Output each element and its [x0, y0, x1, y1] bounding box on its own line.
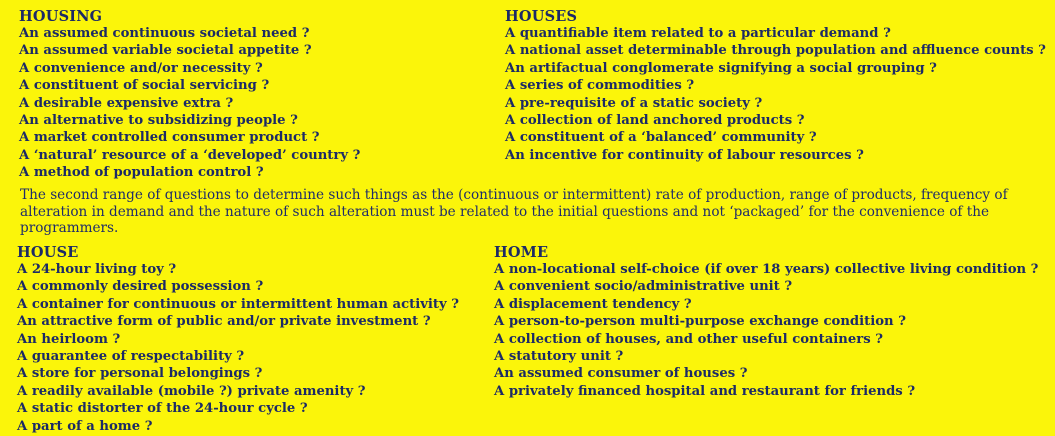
question-item: A readily available (mobile ?) private amenity ? [17, 383, 366, 399]
question-item: A method of population control ? [19, 165, 264, 181]
question-item: A collection of houses, and other useful containers ? [494, 331, 883, 347]
question-item: An assumed consumer of houses ? [494, 366, 748, 382]
section-heading-home: HOME [494, 244, 549, 261]
question-item: An assumed variable societal appetite ? [19, 43, 312, 59]
question-item: A constituent of social servicing ? [19, 78, 270, 94]
question-item: A store for personal belongings ? [17, 366, 263, 382]
houses-question-list [505, 25, 1046, 164]
question-item: A displacement tendency ? [494, 296, 692, 312]
question-item: A static distorter of the 24-hour cycle ? [17, 401, 308, 417]
question-item: An assumed continuous societal need ? [19, 26, 310, 41]
question-item: A constituent of a ‘balanced’ community ? [505, 130, 817, 146]
home-section [494, 244, 1038, 400]
question-item: A series of commodities ? [505, 78, 695, 94]
question-item: A ‘natural’ resource of a ‘developed’ country ? [19, 147, 361, 163]
question-item: An attractive form of public and/or private investment ? [17, 314, 431, 330]
question-item: A statutory unit ? [494, 349, 624, 365]
section-heading-housing: HOUSING [19, 8, 103, 25]
question-item: An artifactual conglomerate signifying a social grouping ? [505, 60, 937, 76]
question-item: A market controlled consumer product ? [19, 130, 320, 146]
question-item: A person-to-person multi-purpose exchange condition ? [494, 314, 906, 330]
question-item: A national asset determinable through population and affluence counts ? [505, 43, 1046, 59]
question-item: A convenient socio/administrative unit ? [494, 279, 793, 295]
question-item: An incentive for continuity of labour resources ? [505, 147, 864, 163]
question-item: An heirloom ? [17, 331, 121, 347]
question-item: A desirable expensive extra ? [19, 95, 234, 111]
question-item: A commonly desired possession ? [17, 279, 264, 295]
house-question-list [17, 261, 459, 435]
section-heading-houses: HOUSES [505, 8, 578, 25]
question-item: A privately financed hospital and restaurant for friends ? [494, 383, 916, 399]
question-item: A part of a home ? [17, 418, 153, 434]
housing-section [19, 8, 360, 182]
question-item: An alternative to subsidizing people ? [19, 113, 298, 129]
question-item: A quantifiable item related to a particular demand ? [505, 26, 891, 41]
question-item: A container for continuous or intermittent human activity ? [17, 296, 459, 312]
section-heading-house: HOUSE [17, 244, 79, 261]
houses-section [505, 8, 1046, 164]
question-item: A 24-hour living toy ? [17, 262, 177, 277]
question-item: A guarantee of respectability ? [17, 349, 245, 365]
question-item: A collection of land anchored products ? [505, 113, 805, 129]
housing-question-list [19, 25, 360, 182]
question-item: A pre-requisite of a static society ? [505, 95, 763, 111]
house-section [17, 244, 459, 435]
home-question-list [494, 261, 1038, 400]
question-item: A non-locational self-choice (if over 18 years) collective living condition ? [494, 262, 1039, 277]
body-paragraph: The second range of questions to determine such things as the (continuous or intermittent) rate of production, range of products, frequency of alteration in demand and the nature of such alteration must be related to the initial questions and not ‘packaged’ for the convenience of the programmers. [20, 187, 1008, 236]
question-item: A convenience and/or necessity ? [19, 60, 263, 76]
